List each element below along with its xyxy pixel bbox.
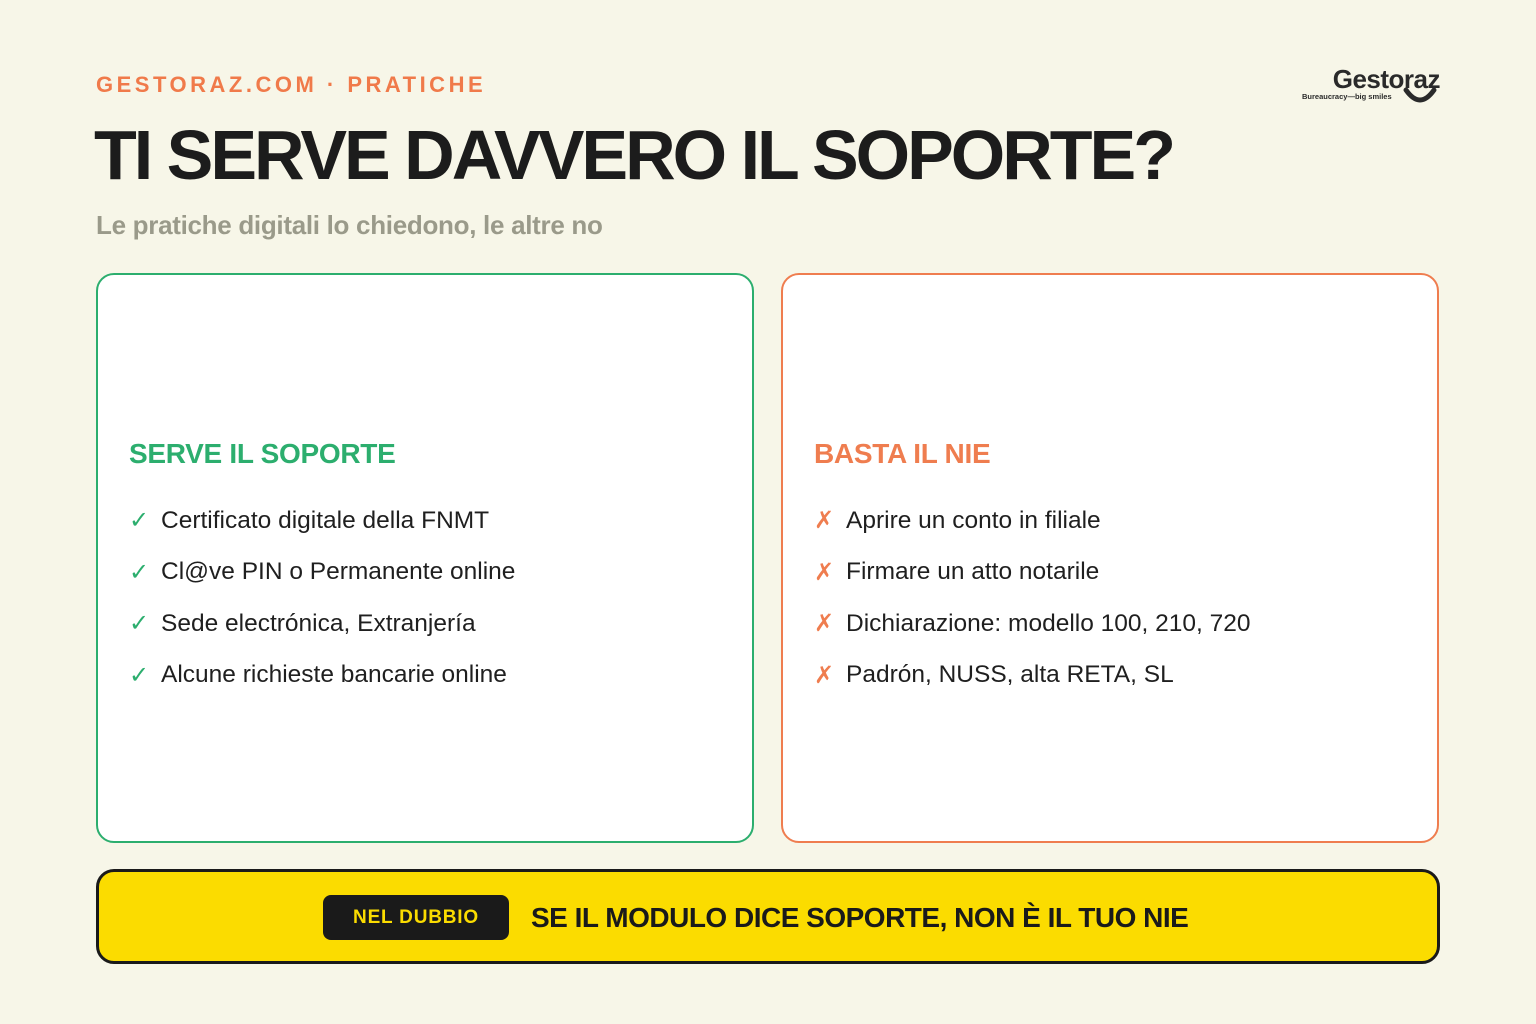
page-title: TI SERVE DAVVERO IL SOPORTE?	[94, 116, 1173, 194]
card-serve-soporte	[96, 273, 754, 843]
list-item-label: Padrón, NUSS, alta RETA, SL	[846, 661, 1174, 689]
list-item	[814, 547, 1251, 599]
list-item-label: Alcune richieste bancarie online	[161, 661, 507, 689]
card-heading: SERVE IL SOPORTE	[129, 438, 396, 469]
smile-icon	[1402, 86, 1438, 106]
list-item-label: Certificato digitale della FNMT	[161, 506, 490, 534]
list-item	[129, 495, 515, 547]
eyebrow-label: GESTORAZ.COM · PRATICHE	[96, 72, 487, 97]
card-basta-nie	[781, 273, 1439, 843]
list-item-label: Firmare un atto notarile	[846, 558, 1100, 586]
gestoraz-logo	[1300, 64, 1440, 106]
cross-icon: ✗	[814, 610, 835, 638]
cross-icon: ✗	[814, 507, 835, 535]
list-item-label: Sede electrónica, Extranjería	[161, 609, 476, 637]
list-item-label: Cl@ve PIN o Permanente online	[161, 558, 516, 586]
logo-wordmark: Gestoraz	[1332, 64, 1440, 94]
list-item	[129, 598, 515, 650]
banner-text: SE IL MODULO DICE SOPORTE, NON È IL TUO NIE	[531, 902, 1189, 933]
list-item	[129, 650, 515, 702]
cross-icon: ✗	[814, 661, 835, 689]
list-item	[814, 598, 1251, 650]
logo-tagline: Bureaucracy—big smiles	[1302, 92, 1392, 101]
list-item-label: Dichiarazione: modello 100, 210, 720	[846, 609, 1251, 637]
list-item	[814, 495, 1251, 547]
page-subtitle: Le pratiche digitali lo chiedono, le altre no	[96, 210, 603, 240]
requirement-list	[129, 495, 515, 701]
cross-icon: ✗	[814, 558, 835, 586]
banner-badge: NEL DUBBIO	[323, 895, 509, 940]
check-icon: ✓	[129, 558, 150, 586]
card-heading: BASTA IL NIE	[814, 438, 991, 469]
tip-banner	[96, 869, 1440, 964]
check-icon: ✓	[129, 661, 150, 689]
list-item-label: Aprire un conto in filiale	[846, 506, 1101, 534]
requirement-list	[814, 495, 1251, 701]
check-icon: ✓	[129, 610, 150, 638]
list-item	[129, 547, 515, 599]
list-item	[814, 650, 1251, 702]
check-icon: ✓	[129, 507, 150, 535]
